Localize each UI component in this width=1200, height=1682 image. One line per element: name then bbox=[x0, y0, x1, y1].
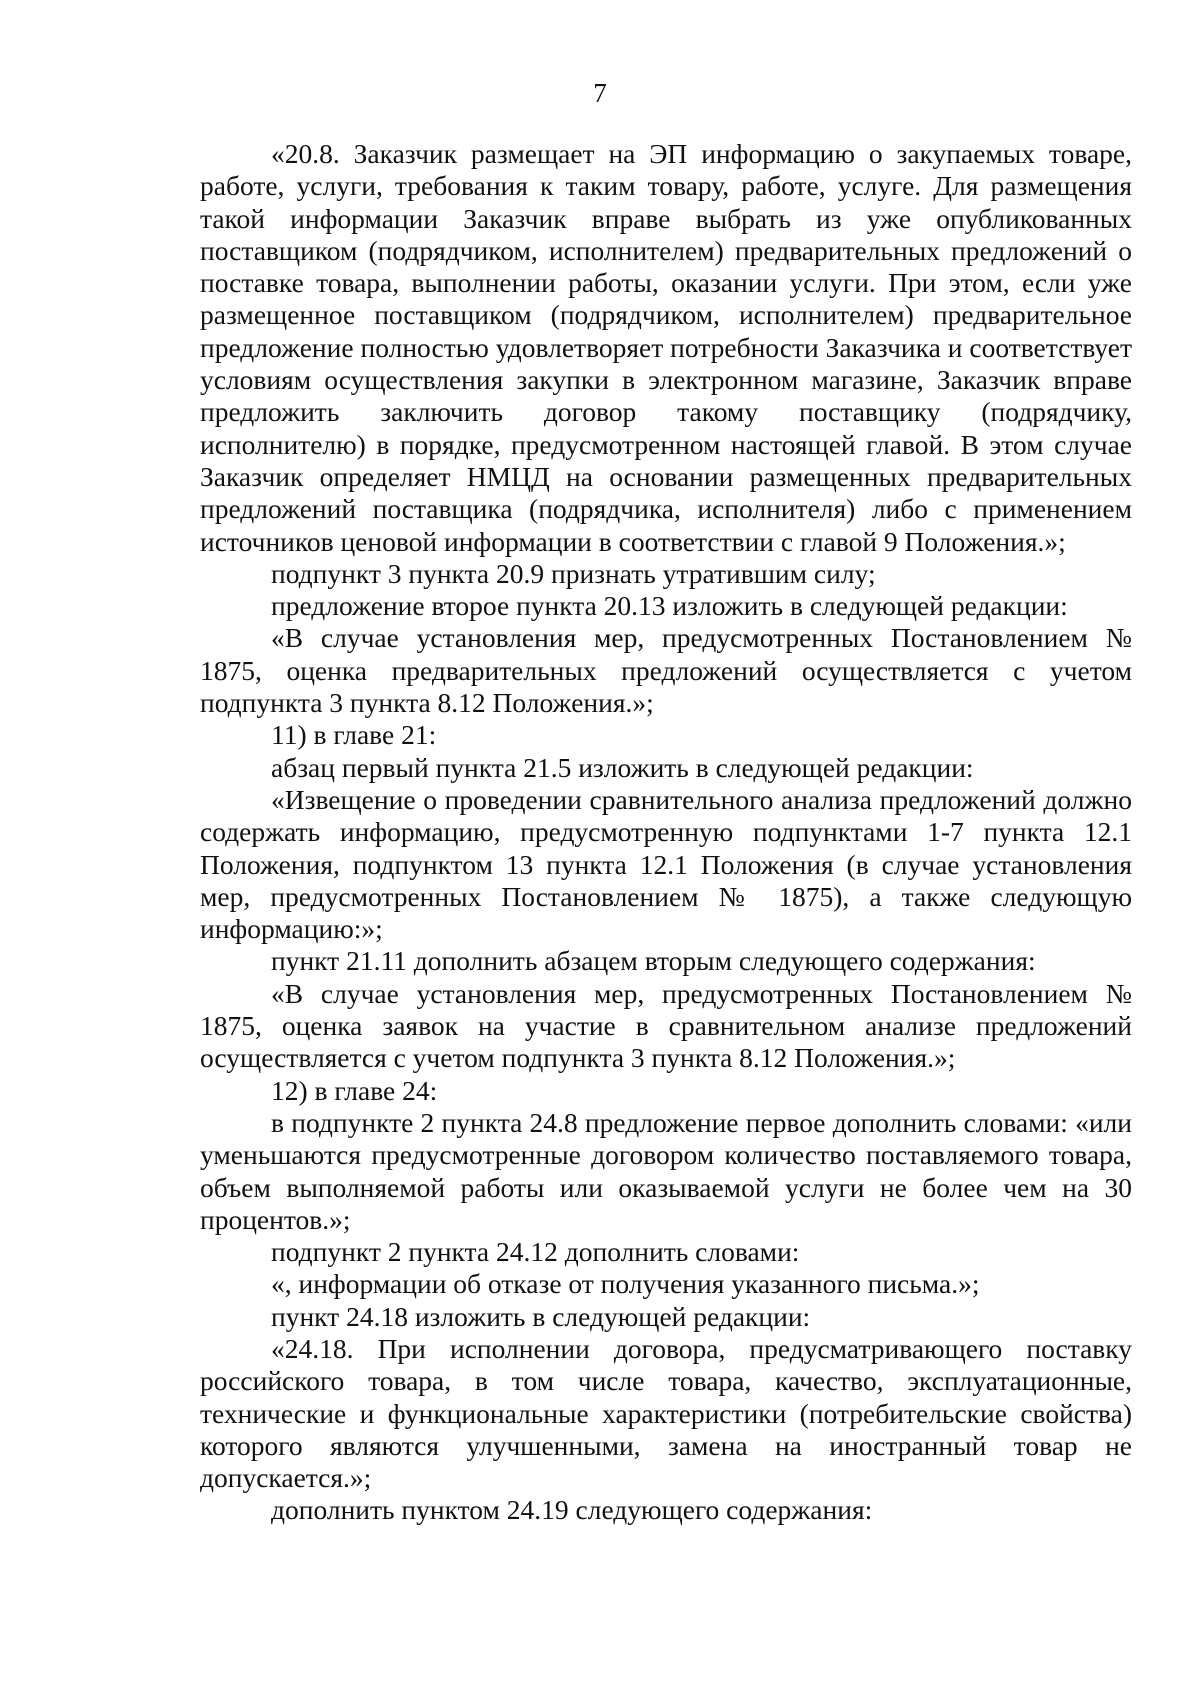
paragraph-24-18-intro: пункт 24.18 изложить в следующей редакции: bbox=[271, 1300, 811, 1332]
paragraph-chapter-24: 12) в главе 24: bbox=[271, 1074, 438, 1106]
paragraph-24-12-intro: подпункт 2 пункта 24.12 дополнить словами: bbox=[271, 1236, 800, 1268]
paragraph-24-12-text: «, информации об отказе от получения указанного письма.»; bbox=[271, 1268, 980, 1300]
paragraph-24-8: в подпункте 2 пункта 24.8 предложение первое дополнить словами: «или уменьшаются предусмотренные договором количество поставляемого товара, объем выполняемой работы или оказываемой услуги не более чем на 30 процентов.»; bbox=[200, 1106, 1132, 1235]
paragraph-20-13-intro: предложение второе пункта 20.13 изложить в следующей редакции: bbox=[271, 590, 1068, 622]
paragraph-21-5-intro: абзац первый пункта 21.5 изложить в следующей редакции: bbox=[271, 751, 974, 783]
document-body bbox=[200, 138, 1132, 1527]
paragraph-chapter-21: 11) в главе 21: bbox=[271, 719, 437, 751]
paragraph-24-19-intro: дополнить пунктом 24.19 следующего содержания: bbox=[271, 1494, 873, 1526]
paragraph-21-11-intro: пункт 21.11 дополнить абзацем вторым следующего содержания: bbox=[271, 945, 1036, 977]
paragraph-21-11-text: «В случае установления мер, предусмотренных Постановлением № 1875, оценка заявок на участие в сравнительном анализе предложений осуществляется с учетом подпункта 3 пункта 8.12 Положения.»; bbox=[200, 977, 1132, 1074]
paragraph-21-5-text: «Извещение о проведении сравнительного анализа предложений должно содержать информацию, предусмотренную подпунктами 1-7 пункта 12.1 Положения, подпунктом 13 пункта 12.1 Положения (в случае установления мер, предусмотренных Постановлением № 1875), а также следующую информацию:»; bbox=[200, 783, 1132, 945]
paragraph-20-8: «20.8. Заказчик размещает на ЭП информацию о закупаемых товаре, работе, услуги, требования к таким товару, работе, услуге. Для размещения такой информации Заказчик вправе выбрать из уже опубликованных поставщиком (подрядчиком, исполнителем) предварительных предложений о поставке товара, выполнении работы, оказании услуги. При этом, если уже размещенное поставщиком (подрядчиком, исполнителем) предварительное предложение полностью удовлетворяет потребности Заказчика и соответствует условиям осуществления закупки в электронном магазине, Заказчик вправе предложить заключить договор такому поставщику (подрядчику, исполнителю) в порядке, предусмотренном настоящей главой. В этом случае Заказчик определяет НМЦД на основании размещенных предварительных предложений поставщика (подрядчика, исполнителя) либо с применением источников ценовой информации в соответствии с главой 9 Положения.»; bbox=[200, 138, 1132, 557]
page-number: 7 bbox=[593, 78, 607, 108]
paragraph-20-9-repeal: подпункт 3 пункта 20.9 признать утратившим силу; bbox=[271, 557, 876, 589]
paragraph-24-18-text: «24.18. При исполнении договора, предусматривающего поставку российского товара, в том числе товара, качество, эксплуатационные, технические и функциональные характеристики (потребительские свойства) которого являются улучшенными, замена на иностранный товар не допускается.»; bbox=[200, 1332, 1132, 1494]
paragraph-20-13-text: «В случае установления мер, предусмотренных Постановлением № 1875, оценка предварительных предложений осуществляется с учетом подпункта 3 пункта 8.12 Положения.»; bbox=[200, 622, 1132, 719]
